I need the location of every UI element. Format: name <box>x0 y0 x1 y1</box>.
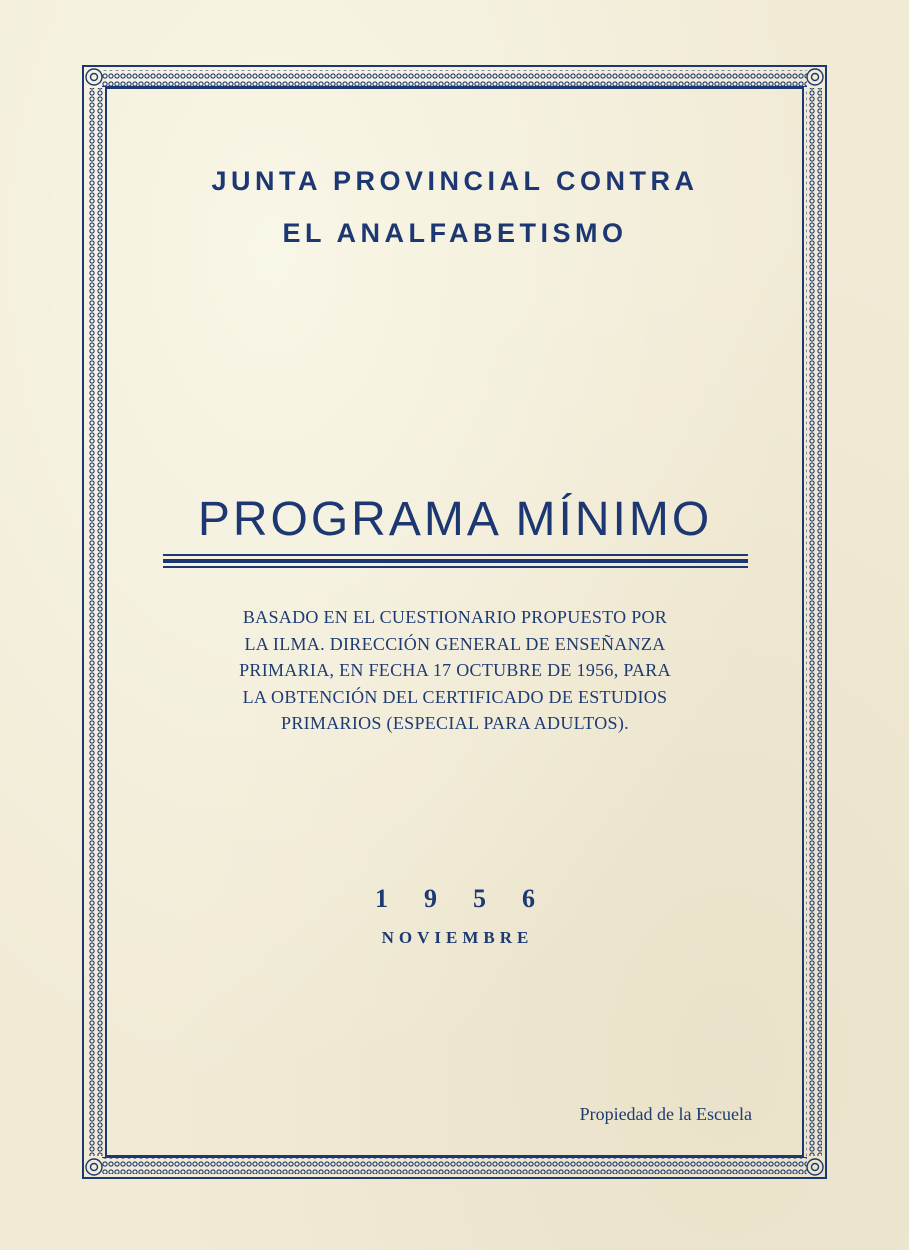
description-line: LA OBTENCIÓN DEL CERTIFICADO DE ESTUDIOS <box>242 686 668 707</box>
description-line: PRIMARIOS (ESPECIAL PARA ADULTOS). <box>281 713 629 733</box>
description-line: LA ILMA. DIRECCIÓN GENERAL DE ENSEÑANZA <box>244 633 666 654</box>
header-line-1: JUNTA PROVINCIAL CONTRA <box>211 166 699 196</box>
header-line-2: EL ANALFABETISMO <box>282 218 628 248</box>
description-line: PRIMARIA, EN FECHA 17 OCTUBRE DE 1956, PARA <box>239 660 671 680</box>
title-underline-top <box>163 554 748 556</box>
title-underline-middle <box>163 559 748 563</box>
ownership-note: Propiedad de la Escuela <box>579 1104 752 1124</box>
description-line: BASADO EN EL CUESTIONARIO PROPUESTO POR <box>242 607 668 627</box>
publication-year: 1956 <box>375 884 571 913</box>
publication-month: NOVIEMBRE <box>381 928 534 947</box>
description-paragraph <box>160 604 750 737</box>
document-title: PROGRAMA MÍNIMO <box>197 493 713 546</box>
title-underline-bottom <box>163 566 748 568</box>
